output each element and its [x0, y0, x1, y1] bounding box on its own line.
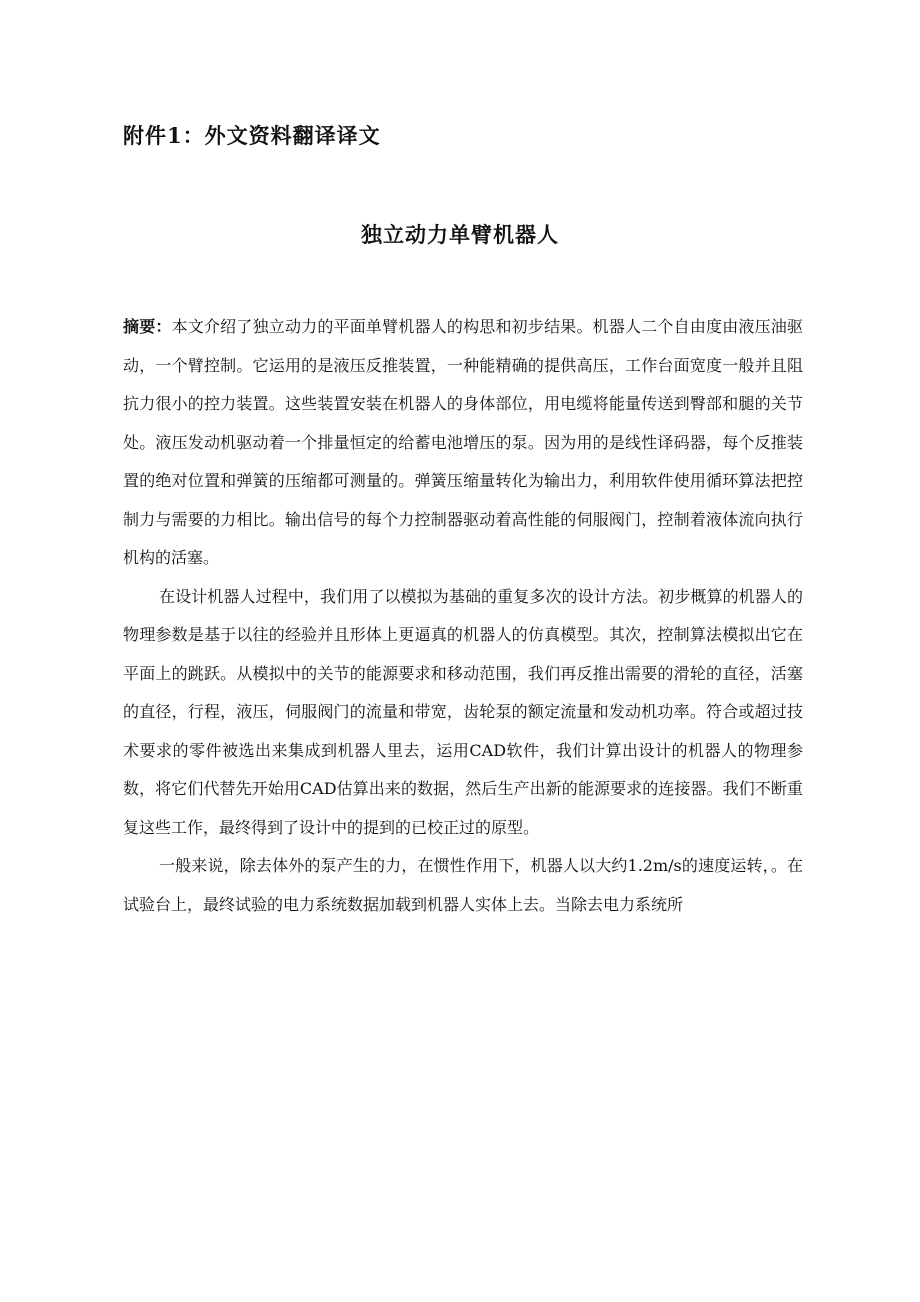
- body-paragraph-design: 在设计机器人过程中，我们用了以模拟为基础的重复多次的设计方法。初步概算的机器人的物理参数是基于以往的经验并且形体上更逼真的机器人的仿真模型。其次，控制算法模拟出它在平面上的跳跃。从模拟中的关节的能源要求和移动范围，我们再反推出需要的滑轮的直径，活塞的直径，行程，液压，伺服阀门的流量和带宽，齿轮泵的额定流量和发动机功率。符合或超过技术要求的零件被选出来集成到机器人里去，运用CAD软件，我们计算出设计的机器人的物理参数，将它们代替先开始用CAD估算出来的数据，然后生产出新的能源要求的连接器。我们不断重复这些工作，最终得到了设计中的提到的已校正过的原型。: [123, 586, 803, 837]
- document-body: [123, 308, 803, 924]
- abstract-text: 本文介绍了独立动力的平面单臂机器人的构思和初步结果。机器人二个自由度由液压油驱动，一个臂控制。它运用的是液压反推装置，一种能精确的提供高压，工作台面宽度一般并且阻抗力很小的控力装置。这些装置安装在机器人的身体部位，用电缆将能量传送到臀部和腿的关节处。液压发动机驱动着一个排量恒定的给蓄电池增压的泵。因为用的是线性译码器，每个反推装置的绝对位置和弹簧的压缩都可测量的。弹簧压缩量转化为输出力，利用软件使用循环算法把控制力与需要的力相比。输出信号的每个力控制器驱动着高性能的伺服阀门，控制着液体流向执行机构的活塞。: [123, 317, 803, 567]
- abstract-paragraph: [123, 308, 803, 578]
- document-title: 独立动力单臂机器人: [361, 223, 559, 247]
- body-paragraph-testing: 一般来说，除去体外的泵产生的力，在惯性作用下，机器人以大约1.2m/s的速度运转，。在试验台上，最终试验的电力系统数据加载到机器人实体上去。当除去电力系统所: [123, 856, 803, 914]
- appendix-heading: 附件1：外文资料翻译译文: [123, 123, 381, 148]
- abstract-label: 摘要：: [123, 317, 172, 336]
